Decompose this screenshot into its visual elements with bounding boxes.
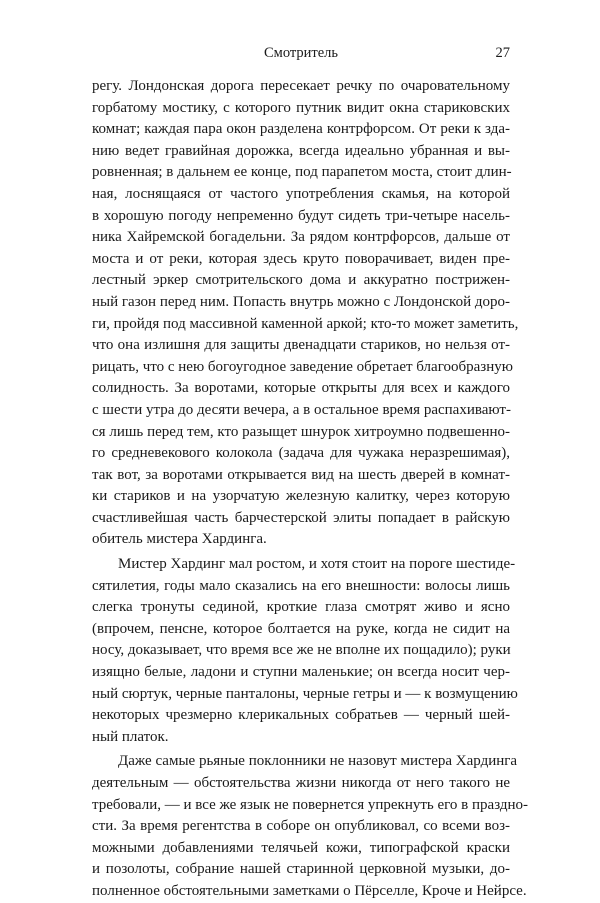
- paragraph: [92, 76, 519, 551]
- text-line: полненное обстоятельными заметками о Пёрселле, Кроче и Нейрсе.: [92, 882, 527, 899]
- text-line: ровненная; в дальнем ее конце, под парапетом моста, стоит длин-: [92, 164, 512, 181]
- text-line: слегка тронуты сединой, кроткие глаза смотрят живо и ясно: [92, 599, 510, 616]
- text-line: требовали, — и все же язык не повернется упрекнуть его в праздно-: [92, 796, 529, 813]
- paragraph: [92, 554, 518, 748]
- text-line: в хорошую погоду непременно будут сидеть три-четыре насель-: [92, 207, 510, 224]
- text-line: (впрочем, пенсне, которое болтается на руке, когда не сидит на: [92, 620, 510, 637]
- text-line: сятилетия, годы мало сказались на его внешности: волосы лишь: [92, 577, 510, 594]
- text-line: можными добавлениями телячьей кожи, типографской краски: [92, 839, 510, 856]
- text-line: так вот, за воротами открывается вид на шесть дверей в комнат-: [92, 466, 510, 483]
- text-line: ная, лоснящаяся от частого употребления скамья, на которой: [92, 185, 510, 202]
- text-line: ся лишь перед тем, кто разыщет шнурок хитроумно подвешенно-: [92, 423, 510, 440]
- text-line: носу, доказывает, что время все же не вполне их пощадило); руки: [92, 642, 511, 659]
- text-line: горбатому мостику, с которого путник видит окна стариковских: [92, 99, 510, 116]
- text-line: обитель мистера Хардинга.: [92, 531, 267, 548]
- text-line: ника Хайремской богадельни. За рядом контрфорсов, дальше от: [92, 229, 510, 246]
- text-line: солидность. За воротами, которые открыты для всех и каждого: [92, 380, 510, 397]
- text-line: ный газон перед ним. Попасть внутрь можно с Лондонской доро-: [92, 293, 510, 310]
- text-line: ный платок.: [92, 728, 169, 745]
- text-line: деятельным — обстоятельства жизни никогда от него такого не: [92, 775, 510, 791]
- text-line: рицать, что с нею богоугодное заведение обретает благообразную: [92, 358, 513, 375]
- body-text: [92, 76, 529, 903]
- text-line: сти. За время регентства в соборе он опубликовал, со всеми воз-: [92, 818, 510, 835]
- page-number: 27: [495, 45, 510, 61]
- text-line: ки стариков и на узорчатую железную калитку, через которую: [92, 488, 510, 505]
- text-line: ный сюртук, черные панталоны, черные гетры и — к возмущению: [92, 685, 518, 702]
- running-head: [92, 44, 510, 62]
- text-line: что она излишня для защиты двенадцати стариков, но нельзя от-: [92, 337, 510, 354]
- text-line: счастливейшая часть барчестерской элиты попадает в райскую: [92, 509, 510, 526]
- text-line: моста и от реки, которая здесь круто поворачивает, виден пре-: [92, 250, 510, 267]
- text-line: лестный эркер смотрительского дома и аккуратно пострижен-: [92, 272, 510, 289]
- text-line: с шести утра до десяти вечера, а в остальное время распахивают-: [92, 401, 511, 418]
- text-line: некоторых чрезмерно клерикальных собратьев — черный шей-: [92, 707, 510, 724]
- paragraph: [92, 751, 529, 902]
- text-line: комнат; каждая пара окон разделена контрфорсом. От реки к зда-: [92, 121, 510, 138]
- text-line: и позолоты, собрание нашей старинной церковной музыки, до-: [92, 861, 510, 878]
- chapter-title: Смотритель: [263, 45, 339, 61]
- text-line: ги, пройдя под массивной каменной аркой; кто-то может заметить,: [92, 315, 519, 332]
- text-line: изящно белые, ладони и ступни маленькие; он всегда носит чер-: [92, 664, 510, 681]
- text-line: Даже самые рьяные поклонники не назовут мистера Хардинга: [118, 753, 518, 770]
- text-line: регу. Лондонская дорога пересекает речку по очаровательному: [92, 78, 510, 94]
- text-line: нию ведет гравийная дорожка, всегда идеально убранная и вы-: [92, 142, 510, 159]
- text-line: Мистер Хардинг мал ростом, и хотя стоит на пороге шестиде-: [118, 556, 516, 573]
- text-line: го средневекового колокола (задача для чужака неразрешимая),: [92, 445, 510, 462]
